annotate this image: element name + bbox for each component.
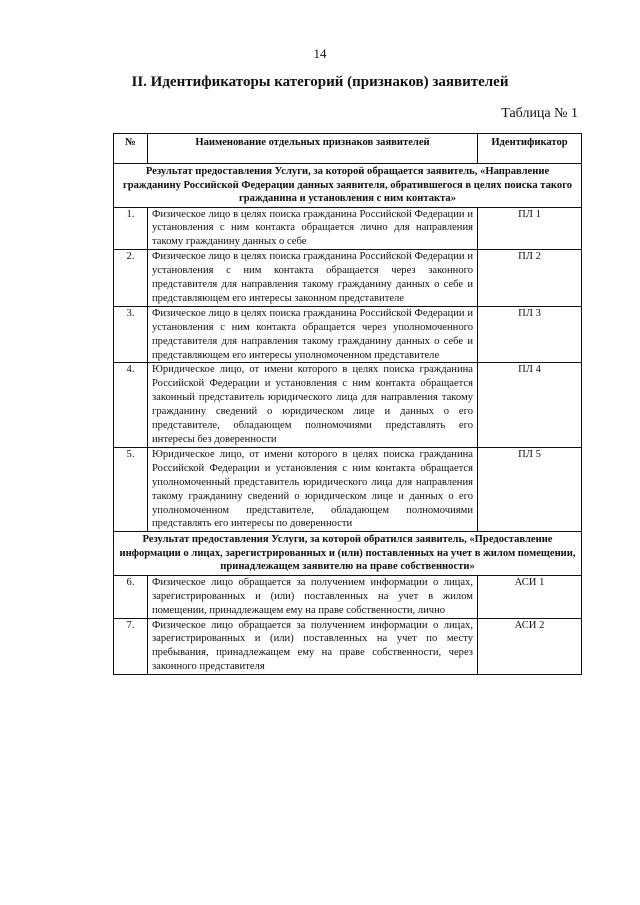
row-description: Юридическое лицо, от имени которого в целях поиска гражданина Российской Федерации и установления с ним контакта обращается уполномоченный представитель юридического лица для направления такому гражданину сведений о юридическом лице и данных о его уполномоченном представителе, обладающем полномочиями представлять его интересы по доверенности xyxy=(148,447,478,531)
row-description: Физическое лицо в целях поиска гражданина Российской Федерации и установления с ним контакта обращается через уполномоченного представителя для направления такому гражданину данных о себе и представляющем его интересы уполномоченном представителе xyxy=(148,306,478,363)
table-row xyxy=(114,618,582,675)
row-description: Физическое лицо обращается за получением информации о лицах, зарегистрированных и (или) поставленных на учет в жилом помещении, принадлежащем ему на праве собственности, лично xyxy=(148,575,478,618)
row-description: Юридическое лицо, от имени которого в целях поиска гражданина Российской Федерации и установления с ним контакта обращается законный представитель юридического лица для направления такому гражданину сведений о юридическом лице и данных о его представителе, обладающем полномочиями представлять его интересы без доверенности xyxy=(148,363,478,447)
row-description: Физическое лицо в целях поиска гражданина Российской Федерации и установления с ним контакта обращается лично для направления такому гражданину данных о себе xyxy=(148,207,478,250)
row-number: 7. xyxy=(114,618,148,675)
table-header-row xyxy=(114,134,582,164)
table-row xyxy=(114,363,582,447)
row-identifier: ПЛ 4 xyxy=(478,363,582,447)
row-number: 3. xyxy=(114,306,148,363)
row-identifier: ПЛ 3 xyxy=(478,306,582,363)
identifiers-table xyxy=(113,133,582,675)
table-row xyxy=(114,207,582,250)
row-number: 2. xyxy=(114,250,148,307)
row-description: Физическое лицо обращается за получением информации о лицах, зарегистрированных и (или) поставленных на учет по месту пребывания, принадлежащем ему на праве собственности, через законного представителя xyxy=(148,618,478,675)
header-identifier: Идентификатор xyxy=(478,134,582,164)
group-heading: Результат предоставления Услуги, за которой обращается заявитель, «Направление гражданину Российской Федерации данных заявителя, обратившегося в целях поиска такого гражданина и установления с ним контакта» xyxy=(114,164,582,208)
table-label: Таблица № 1 xyxy=(501,106,578,121)
group-heading: Результат предоставления Услуги, за которой обратился заявитель, «Предоставление информации о лицах, зарегистрированных и (или) поставленных на учет в жилом помещении, принадлежащем заявителю на праве собственности» xyxy=(114,532,582,576)
row-number: 4. xyxy=(114,363,148,447)
table-row xyxy=(114,447,582,531)
row-number: 6. xyxy=(114,575,148,618)
row-identifier: ПЛ 1 xyxy=(478,207,582,250)
page-number: 14 xyxy=(313,46,327,61)
row-number: 5. xyxy=(114,447,148,531)
table-row xyxy=(114,575,582,618)
row-identifier: АСИ 1 xyxy=(478,575,582,618)
header-name: Наименование отдельных признаков заявителей xyxy=(148,134,478,164)
row-identifier: АСИ 2 xyxy=(478,618,582,675)
section-title: II. Идентификаторы категорий (признаков) заявителей xyxy=(131,74,509,90)
row-number: 1. xyxy=(114,207,148,250)
table-row xyxy=(114,250,582,307)
row-identifier: ПЛ 5 xyxy=(478,447,582,531)
group-heading-row xyxy=(114,532,582,576)
table-row xyxy=(114,306,582,363)
row-identifier: ПЛ 2 xyxy=(478,250,582,307)
row-description: Физическое лицо в целях поиска гражданина Российской Федерации и установления с ним контакта обращается через законного представителя для направления такому гражданину данных о себе и представляющем его интересы законном представителе xyxy=(148,250,478,307)
group-heading-row xyxy=(114,164,582,208)
header-number: № xyxy=(114,134,148,164)
